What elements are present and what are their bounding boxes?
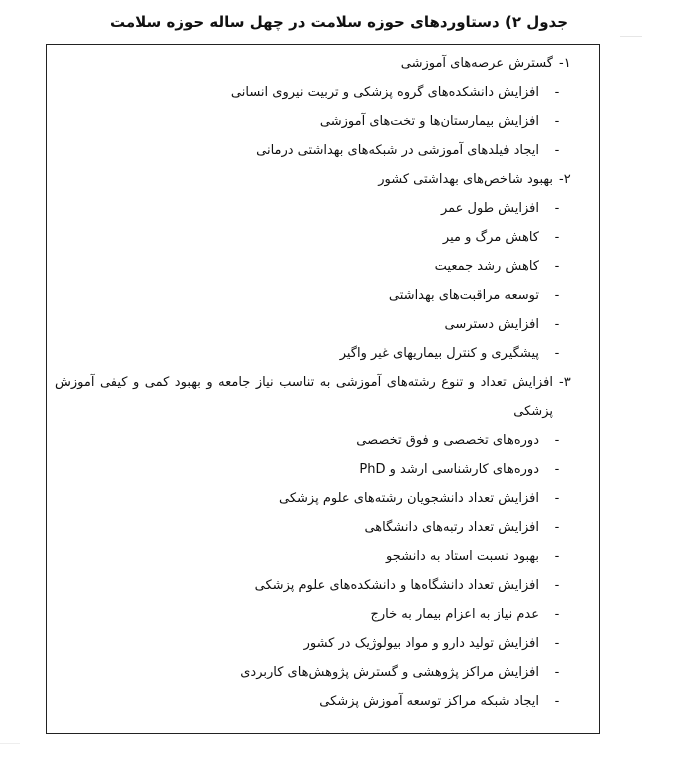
list-item-text: افزایش بیمارستان‌ها و تخت‌های آموزشی <box>319 113 539 129</box>
list-item-text: افزایش تعداد رتبه‌های دانشگاهی <box>364 519 539 535</box>
section-label: افزایش تعداد و تنوع رشته‌های آموزشی به تناسب نیاز جامعه و بهبود کمی و کیفی آموزش پزشکی <box>55 375 553 419</box>
bullet-dash: - <box>554 519 560 535</box>
list-item <box>47 252 599 281</box>
list-item-text: ایجاد فیلدهای آموزشی در شبکه‌های بهداشتی درمانی <box>256 142 539 158</box>
bullet-dash: - <box>554 635 560 651</box>
section-number: ۳- <box>559 375 571 390</box>
list-item <box>47 542 599 571</box>
scan-artifact-line <box>620 36 642 37</box>
section-heading <box>47 368 599 426</box>
bullet-dash: - <box>554 606 560 622</box>
list-item <box>47 455 599 484</box>
list-item <box>47 600 599 629</box>
section-heading <box>47 165 599 194</box>
list-item <box>47 281 599 310</box>
bullet-dash: - <box>554 461 560 477</box>
list-item-text: افزایش مراکز پژوهشی و گسترش پژوهش‌های کاربردی <box>240 664 539 680</box>
section-label: گسترش عرصه‌های آموزشی <box>400 55 553 71</box>
bullet-dash: - <box>554 287 560 303</box>
list-item-text: کاهش مرگ و میر <box>442 229 539 245</box>
section-label: بهبود شاخص‌های بهداشتی کشور <box>378 171 553 187</box>
list-item-text: افزایش طول عمر <box>440 200 539 216</box>
scan-artifact-line <box>0 743 20 744</box>
bullet-dash: - <box>554 490 560 506</box>
list-item <box>47 136 599 165</box>
list-item-text: افزایش تعداد دانشگاه‌ها و دانشکده‌های علوم پزشکی <box>254 577 539 593</box>
list-item-text: افزایش دسترسی <box>444 316 539 332</box>
bullet-dash: - <box>554 432 560 448</box>
list-item-text: کاهش رشد جمعیت <box>434 258 539 274</box>
list-item-text: افزایش تعداد دانشجویان رشته‌های علوم پزشکی <box>278 490 539 506</box>
bullet-dash: - <box>554 229 560 245</box>
list-item-text: افزایش تولید دارو و مواد بیولوژیک در کشور <box>303 635 539 651</box>
list-item-text: بهبود نسبت استاد به دانشجو <box>386 548 539 564</box>
list-item <box>47 78 599 107</box>
section-number: ۲- <box>559 171 571 187</box>
list-item-text: افزایش دانشکده‌های گروه پزشکی و تربیت نیروی انسانی <box>230 84 539 100</box>
list-item-text: دوره‌های تخصصی و فوق تخصصی <box>356 432 539 448</box>
list-item <box>47 426 599 455</box>
bullet-dash: - <box>554 200 560 216</box>
list-item-text: توسعه مراقبت‌های بهداشتی <box>388 287 539 303</box>
list-item <box>47 223 599 252</box>
section-heading <box>47 49 599 78</box>
list-item <box>47 629 599 658</box>
list-item-text: پیشگیری و کنترل بیماریهای غیر واگیر <box>339 345 539 361</box>
bullet-dash: - <box>554 113 560 129</box>
bullet-dash: - <box>554 664 560 680</box>
list-item <box>47 571 599 600</box>
bullet-dash: - <box>554 693 560 709</box>
list-item <box>47 107 599 136</box>
list-item <box>47 339 599 368</box>
list-item <box>47 658 599 687</box>
list-item <box>47 194 599 223</box>
table-title: جدول ۲) دستاوردهای حوزه سلامت در چهل ساله حوزه سلامت <box>109 13 569 31</box>
bullet-dash: - <box>554 316 560 332</box>
list-item <box>47 513 599 542</box>
bullet-dash: - <box>554 548 560 564</box>
section-heading-block <box>47 368 599 426</box>
list-item <box>47 484 599 513</box>
list-item-text: عدم نیاز به اعزام بیمار به خارج <box>370 606 539 622</box>
bullet-dash: - <box>554 142 560 158</box>
bullet-dash: - <box>554 577 560 593</box>
list-item-text: دوره‌های کارشناسی ارشد و PhD <box>359 461 539 477</box>
list-item <box>47 310 599 339</box>
section-number: ۱- <box>559 55 571 71</box>
bullet-dash: - <box>554 258 560 274</box>
achievements-table <box>46 44 600 734</box>
list-item-text: ایجاد شبکه مراکز توسعه آموزش پزشکی <box>319 693 539 709</box>
bullet-dash: - <box>554 84 560 100</box>
list-item <box>47 687 599 716</box>
bullet-dash: - <box>554 345 560 361</box>
